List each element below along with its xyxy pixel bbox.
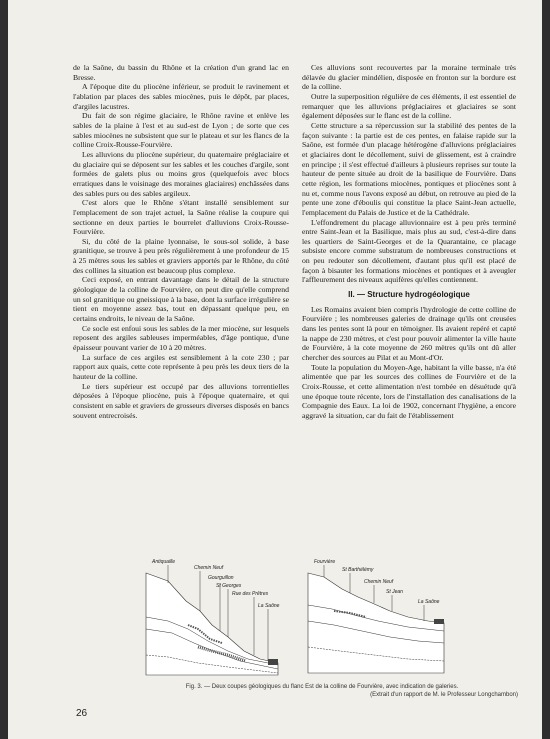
left-column (73, 63, 289, 420)
right-cross-section (308, 559, 444, 673)
paragraph: Ces alluvions sont recouvertes par la moraine terminale très délavée du glacier mindélien, disposée en fronton sur la bordure est de la colline. (302, 63, 516, 92)
paragraph: Ce socle est enfoui sous les sables de la mer miocène, sur lesquels reposent des argiles sableuses imperméables, d'âge pontique, d'une épaisseur pouvant varier de 10 à 20 mètres. (73, 323, 289, 353)
section-heading: II. — Structure hydrogéologique (348, 290, 470, 300)
caption-source: (Extrait d'un rapport de M. le Professeur Longchambon) (370, 692, 518, 698)
paragraph: Cette structure a sa répercussion sur la stabilité des pentes de la façon suivante : la partie est de ces pentes, en falaise rapide sur la Saône, est formée d'un placage hétérogène d'alluvions préglaciaires et glaciaires dont le décollement, suivi de glissement, est à craindre en principe ; il s'est effectué d'ailleurs à plusieurs reprises sur toute la hauteur de pente située au droit de la basilique de Fourvière. Dans cette région, les formations miocènes, pontiques et pliocènes sont à nu et, comme nous l'avons exposé au début, on retrouve au pied de la pente une zone d'éboulis qui constitue la place Saint-Jean actuelle, l'emplacement du Palais de Justice et de la Cathédrale. (302, 120, 516, 217)
paragraph: Si, du côté de la plaine lyonnaise, le sous-sol solide, à base granitique, se trouve à peu près régulièrement à une profondeur de 15 à 25 mètres sous les sables et graviers apportés par le Rhône, du côté des collines la situation est beaucoup plus complexe. (73, 236, 289, 275)
paragraph: C'est alors que le Rhône s'étant installé sensiblement sur l'emplacement de son trajet actuel, la Saône réalise la coupure qui sectionne en deux parties le bourrelet d'alluvions Croix-Rousse-Fourvière. (73, 198, 289, 237)
document-page (8, 0, 542, 739)
figure-label: La Saône (258, 603, 280, 609)
left-cross-section (146, 559, 280, 675)
figure-label: Fourvière (314, 559, 336, 565)
paragraph: Du fait de son régime glaciaire, le Rhône ravine et enlève les sables de la plaine à l'est et au sud-est de Lyon ; de sorte que ces sables miocènes ne subsistent que sur le plateau et sur les flancs de la colline Croix-Rousse-Fourvière. (73, 111, 289, 150)
figure-label: Chemin Neuf (194, 565, 224, 571)
page-number: 26 (76, 708, 88, 719)
caption-text: Fig. 3. — Deux coupes géologiques du flanc Est de la colline de Fourvière, avec indication de galeries. (185, 684, 459, 690)
figure-label: Chemin Neuf (364, 579, 394, 585)
figure-label: Antiquaille (152, 559, 176, 565)
figure-label: Gourguillon (208, 575, 234, 581)
geological-cross-sections-figure (128, 555, 528, 685)
figure-label: St Jean (386, 589, 403, 595)
river-marker (434, 619, 444, 624)
figure-caption (126, 683, 518, 699)
figure-label: St Barthélémy (342, 567, 374, 573)
right-column (302, 63, 516, 421)
paragraph: Les Romains avaient bien compris l'hydrologie de cette colline de Fourvière ; les nombreuses galeries de drainage qu'ils ont creusées dans les pentes sont là pour en témoigner. Ils avaient repéré et capté la nappe de 230 mètres, et c'est pour pouvoir alimenter la ville haute de Fourvière, à la cote moyenne de 260 mètres qu'ils ont dû aller chercher des sources au Pilat et au Mont-d'Or. (302, 304, 516, 363)
paragraph: A l'époque dite du pliocène inférieur, se produit le ravinement et l'ablation par places des sables miocènes, puis le dépôt, par places, d'argiles lacustres. (73, 82, 289, 111)
paragraph: Outre la superposition régulière de ces éléments, il est essentiel de remarquer que les alluvions préglaciaires et glaciaires se sont également déposées sur le flanc est de la colline. (302, 91, 516, 121)
figure-label: St Georges (216, 583, 242, 589)
paragraph: Les alluvions du pliocène supérieur, du quaternaire préglaciaire et du glaciaire qui se déposent sur les sables et les couches d'argile, sont formées de galets plus ou moins gros (quelquefois avec blocs erratiques dans le voisinage des moraines glaciaires) enchâssées dans des sables purs ou des sables argileux. (73, 149, 289, 198)
river-marker (268, 659, 278, 665)
paragraph: Toute la population du Moyen-Age, habitant la ville basse, n'a été alimentée que par les sources des collines de Fourvière et de la Croix-Rousse, et cette alimentation n'est tombée en désuétude qu'à une époque toute récente, lors de l'installation des canalisations de la Compagnie des Eaux. La loi de 1902, concernant l'hygiène, a encore aggravé la situation, car du fait de l'établissement (302, 362, 516, 420)
paragraph: Le tiers supérieur est occupé par des alluvions torrentielles déposées à l'époque pliocène, puis à l'époque quaternaire, et qui consistent en sable et graviers de grosseurs diverses disposés en bancs souvent entrecroisés. (73, 381, 289, 420)
cross-section-drawing (128, 555, 528, 685)
paragraph: de la Saône, du bassin du Rhône et la création d'un grand lac en Bresse. (73, 63, 289, 82)
figure-label: Rue des Prêtres (232, 591, 269, 597)
paragraph: Ceci exposé, en entrant davantage dans le détail de la structure géologique de la colline de Fourvière, on peut dire qu'elle comprend un sol granitique ou gneissique à la base, dont la surface irrégulière se tient en moyenne assez bas, tout en dépassant quelque peu, en certains endroits, le niveau de la Saône. (73, 275, 289, 324)
figure-label: La Saône (418, 599, 440, 605)
paragraph: L'effondrement du placage alluvionnaire est à peu près terminé entre Saint-Jean et la Basilique, mais plus au sud, c'est-à-dire dans les quartiers de Saint-Georges et de la Quarantaine, ce placage subsiste encore comme substratum de nombreuses constructions et on peu redouter son décollement, d'autant plus qu'il est placé de façon à bisauter les formations miocènes et pontiques et à aveugler l'affleurement des niveaux aquifères qu'elles contiennent. (302, 217, 516, 285)
paragraph: La surface de ces argiles est sensiblement à la cote 230 ; par rapport aux quais, cette cote représente à peu près les deux tiers de la hauteur de la colline. (73, 352, 289, 381)
